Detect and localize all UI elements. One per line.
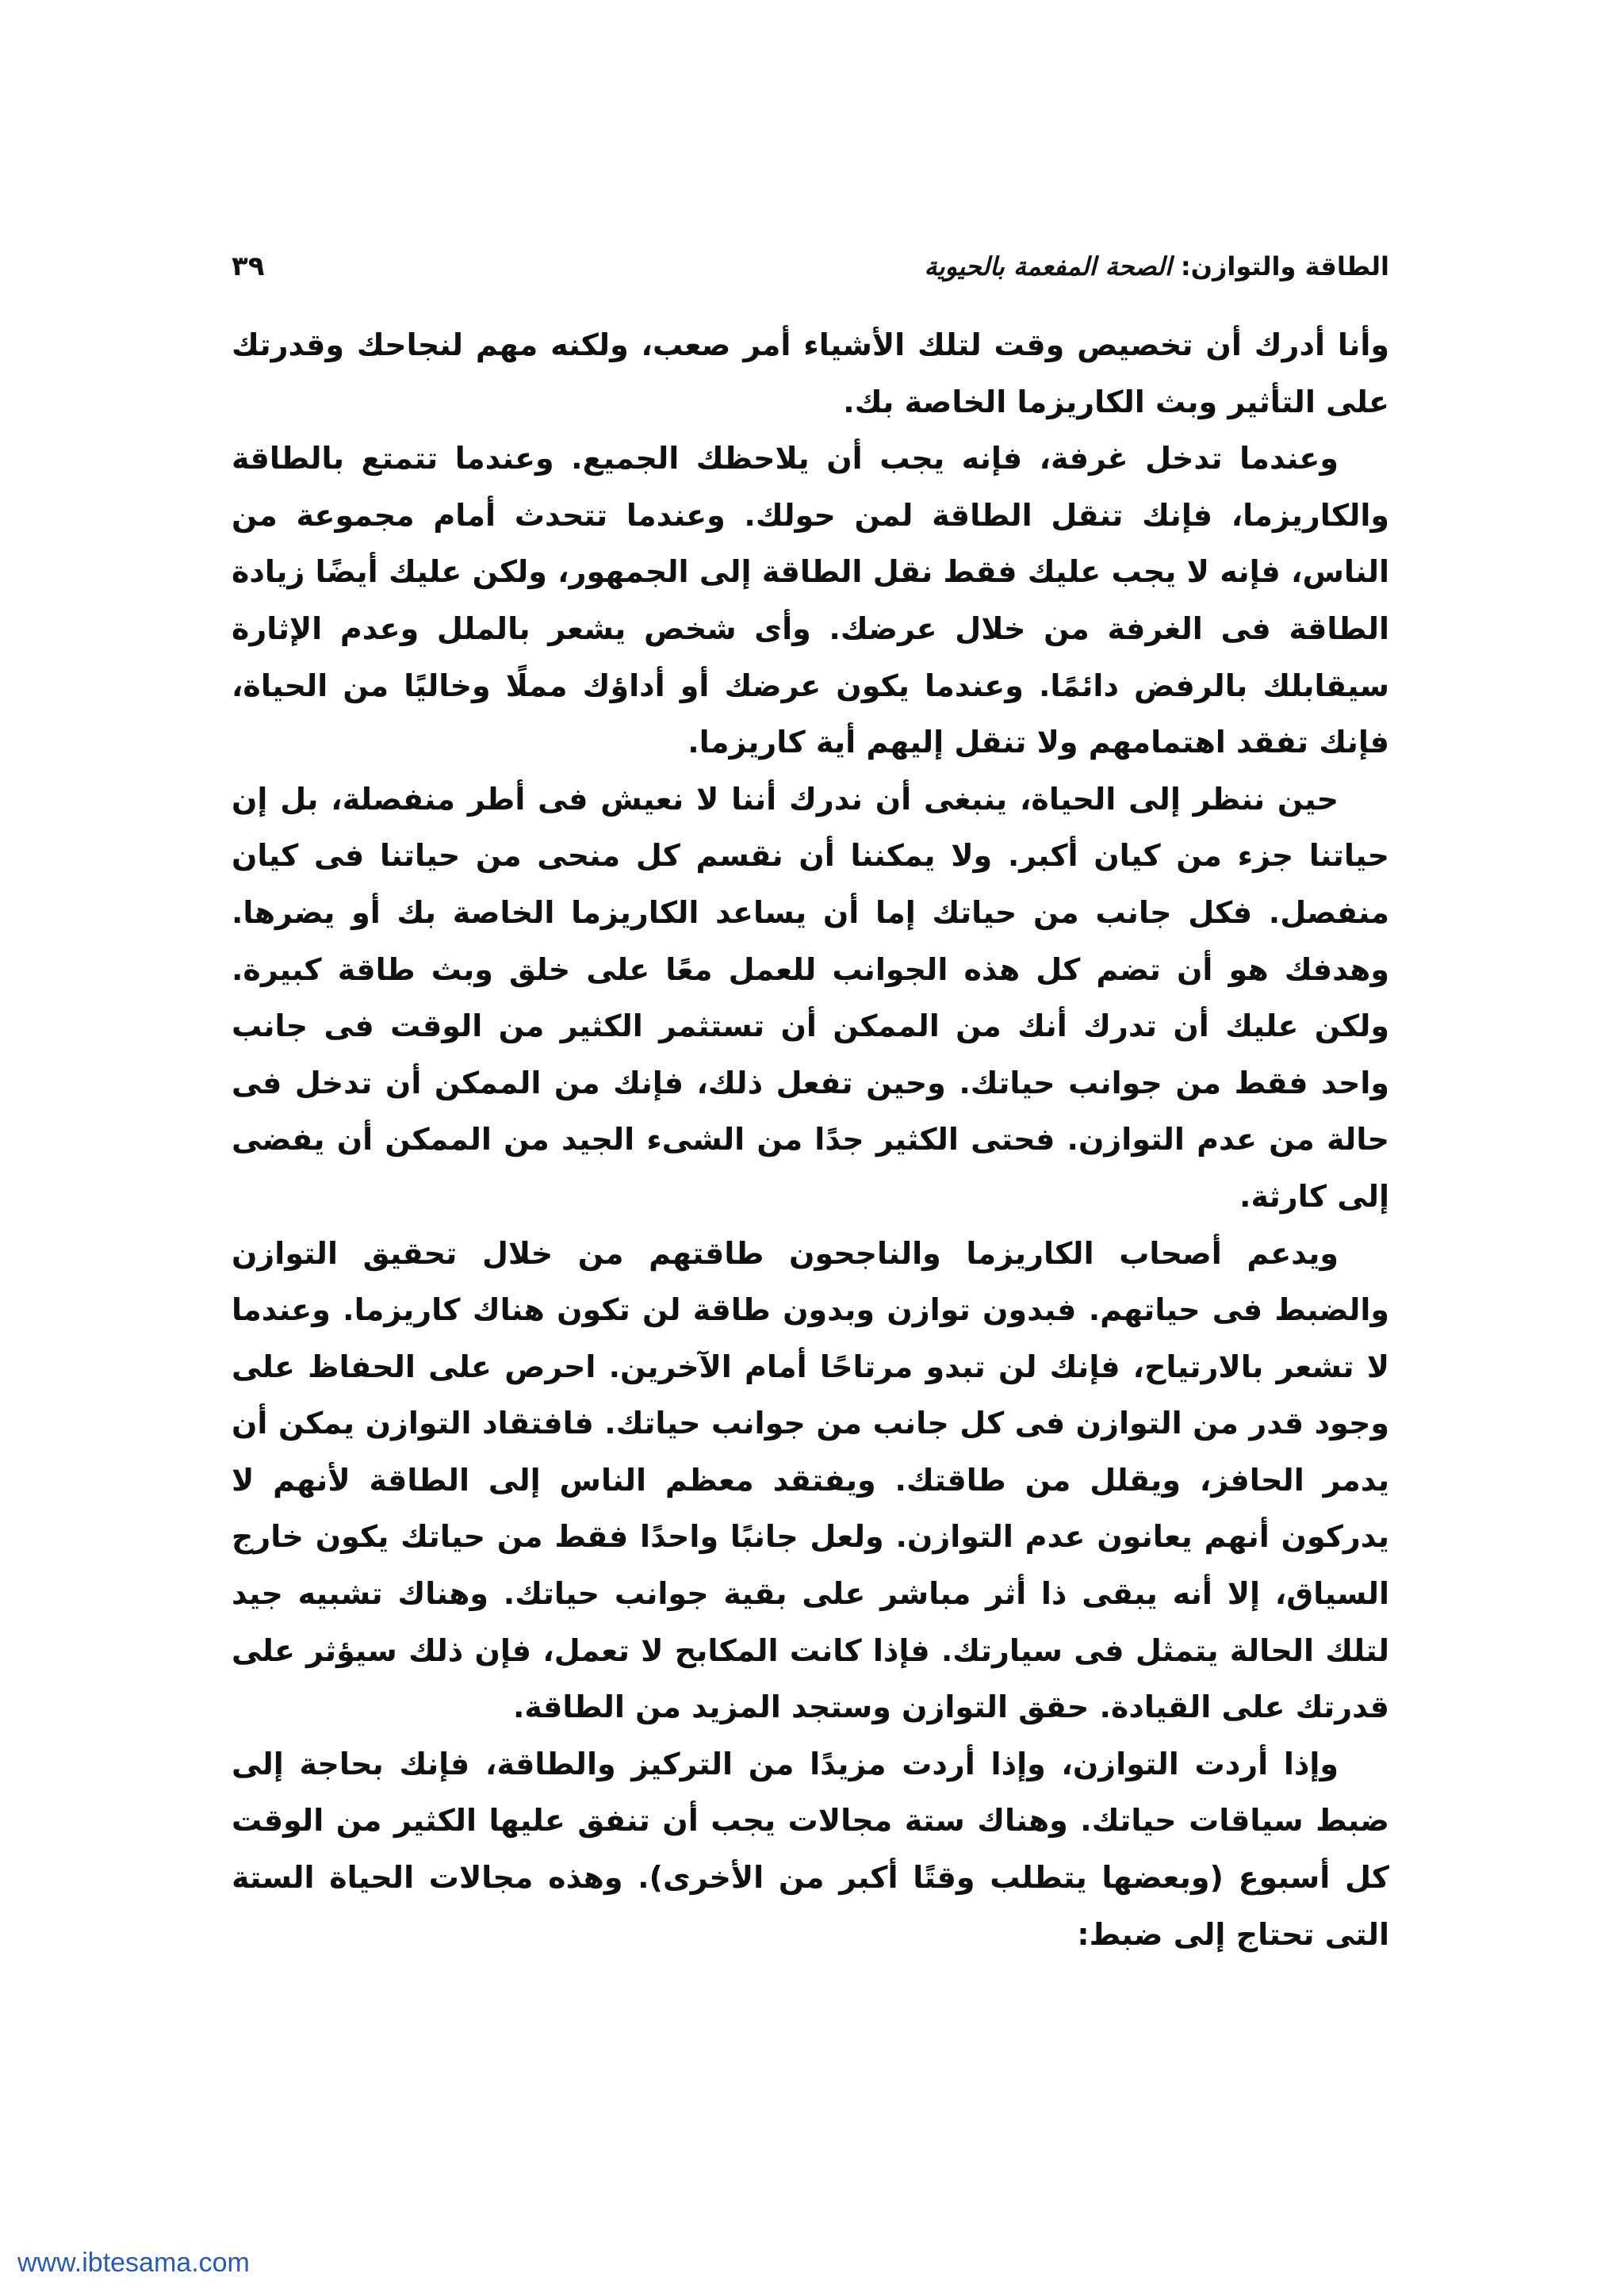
paragraph-2: وعندما تدخل غرفة، فإنه يجب أن يلاحظك الجميع. وعندما تتمتع بالطاقة والكاريزما، فإنك تنقل الطاقة لمن حولك. وعندما تتحدث أمام مجموعة من الناس، فإنه لا يجب عليك فقط نقل الطاقة إلى الجمهور، ولكن عليك أيضًا زيادة الطاقة فى الغرفة من خلال عرضك. وأى شخص يشعر بالملل وعدم الإثارة سيقابلك بالرفض دائمًا. وعندما يكون عرضك أو أداؤك مملًا وخاليًا من الحياة، فإنك تفقد اهتمامهم ولا تنقل إليهم أية كاريزما. bbox=[232, 441, 1389, 760]
paragraph-4: ويدعم أصحاب الكاريزما والناجحون طاقتهم من خلال تحقيق التوازن والضبط فى حياتهم. فبدون توازن وبدون طاقة لن تكون هناك كاريزما. وعندما لا تشعر بالارتياح، فإنك لن تبدو مرتاحًا أمام الآخرين. احرص على الحفاظ على وجود قدر من التوازن فى كل جانب من جوانب حياتك. فافتقاد التوازن يمكن أن يدمر الحافز، ويقلل من طاقتك. ويفتقد معظم الناس إلى الطاقة لأنهم لا يدركون أنهم يعانون عدم التوازن. ولعل جانبًا واحدًا فقط من حياتك يكون خارج السياق، إلا أنه يبقى ذا أثر مباشر على بقية جوانب حياتك. وهناك تشبيه جيد لتلك الحالة يتمثل فى سيارتك. فإذا كانت المكابح لا تعمل، فإن ذلك سيؤثر على قدرتك على القيادة. حقق التوازن وستجد المزيد من الطاقة. bbox=[232, 1235, 1389, 1725]
body-text bbox=[232, 317, 1389, 1963]
paragraph-3: حين ننظر إلى الحياة، ينبغى أن ندرك أننا لا نعيش فى أطر منفصلة، بل إن حياتنا جزء من كيان أكبر. ولا يمكننا أن نقسم كل منحى من حياتنا فى كيان منفصل. فكل جانب من حياتك إما أن يساعد الكاريزما الخاصة بك أو يضرها. وهدفك هو أن تضم كل هذه الجوانب للعمل معًا على خلق وبث طاقة كبيرة. ولكن عليك أن تدرك أنك من الممكن أن تستثمر الكثير من الوقت فى جانب واحد فقط من جوانب حياتك. وحين تفعل ذلك، فإنك من الممكن أن تدخل فى حالة من عدم التوازن. فحتى الكثير جدًا من الشىء الجيد من الممكن أن يفضى إلى كارثة. bbox=[232, 781, 1389, 1214]
paragraph-5: وإذا أردت التوازن، وإذا أردت مزيدًا من التركيز والطاقة، فإنك بحاجة إلى ضبط سياقات حياتك. وهناك ستة مجالات يجب أن تنفق عليها الكثير من الوقت كل أسبوع (وبعضها يتطلب وقتًا أكبر من الأخرى). وهذه مجالات الحياة الستة التى تحتاج إلى ضبط: bbox=[232, 1746, 1389, 1952]
running-head-main: الطاقة والتوازن: bbox=[1180, 251, 1389, 281]
page-number: ٣٩ bbox=[232, 251, 265, 282]
website-watermark: www.ibtesama.com bbox=[17, 2248, 250, 2278]
running-head bbox=[924, 243, 1389, 290]
paragraph-1: وأنا أدرك أن تخصيص وقت لتلك الأشياء أمر صعب، ولكنه مهم لنجاحك وقدرتك على التأثير وبث الكاريزما الخاصة بك. bbox=[232, 327, 1389, 419]
page-header bbox=[232, 243, 1389, 290]
running-head-subtitle: الصحة المفعمة بالحيوية bbox=[924, 251, 1172, 281]
